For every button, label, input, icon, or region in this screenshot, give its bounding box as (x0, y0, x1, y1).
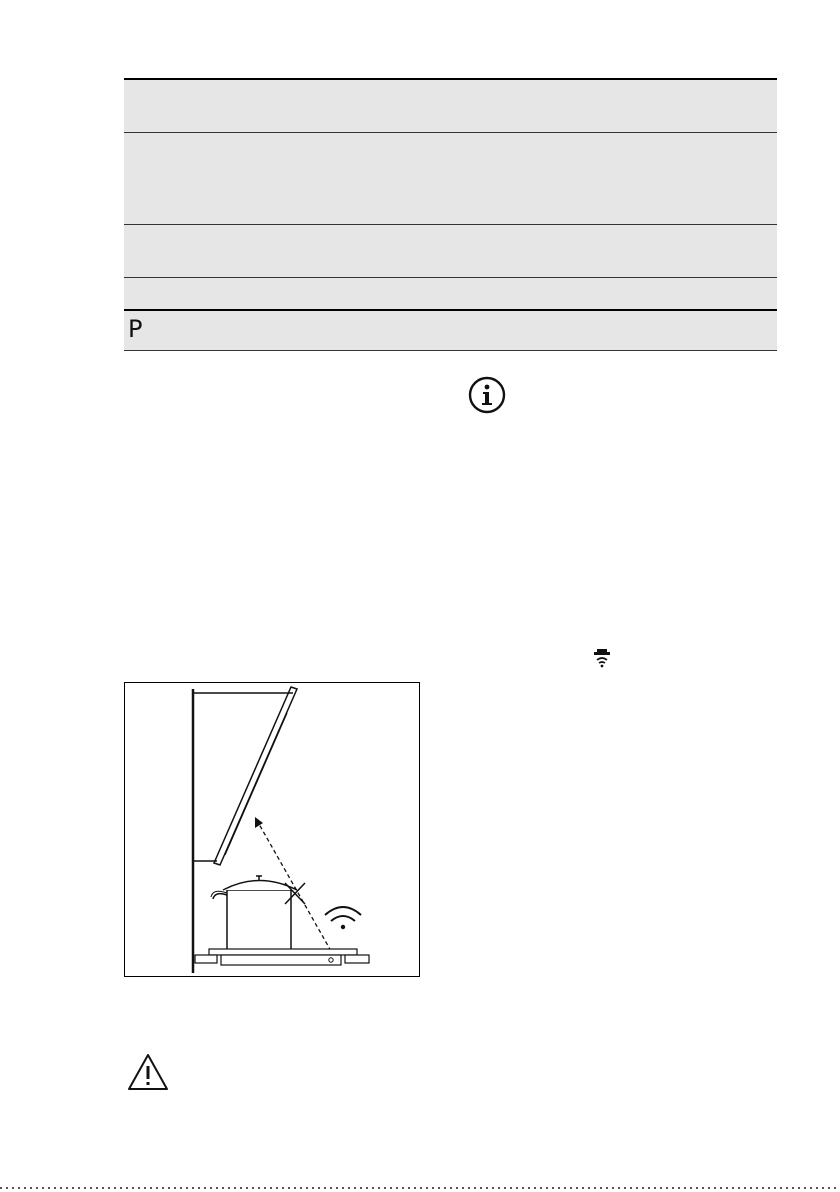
hood-symbol-icon (593, 648, 611, 670)
wifi-signal-icon (325, 907, 361, 921)
page-bottom-border (0, 1187, 840, 1189)
hood-glass (214, 687, 297, 865)
table-row-4 (124, 278, 777, 309)
table-row-1 (124, 80, 777, 132)
pot-body (227, 890, 291, 950)
diagram-drawing (125, 683, 421, 978)
hood-glass-inner (225, 713, 287, 855)
table-row-3 (124, 225, 777, 277)
pot-lid (223, 881, 297, 891)
warning-icon (126, 1052, 170, 1092)
table-symbol-p: P (128, 315, 143, 343)
hob-body (221, 955, 341, 965)
table-row-2 (124, 133, 777, 224)
table-bottom-rule (124, 350, 777, 351)
hob-top (209, 949, 357, 955)
worktop-left (195, 955, 217, 963)
info-icon (468, 376, 506, 414)
hob-to-hood-signal-diagram (124, 682, 420, 977)
worktop-right (345, 955, 369, 963)
table-row-5 (124, 311, 777, 350)
signal-arrowhead (255, 817, 263, 828)
pot-handle (213, 894, 227, 899)
